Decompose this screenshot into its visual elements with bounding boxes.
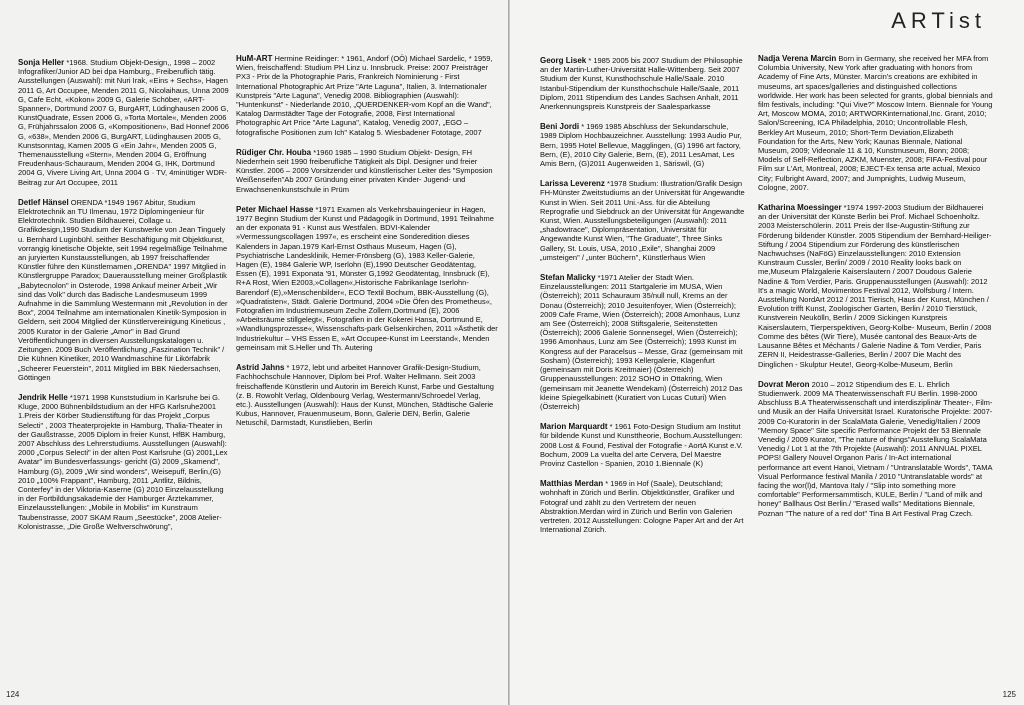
artist-bio: *1971 Examen als Verkehrsbauingenieur in Hagen, 1977 Beginn Studium der Kunst und Pädagogik in Dortmund, 1991 Teilnahme an der exponata 91 - Kunst aus Westfalen. BDVI-Kalender »Vermessungscollagen 1997«, es erscheint eine Sonderedition dieses Kalenders in Japan.1979 Karl-Ernst Osthaus Museum, Hagen (G), Psychiatrische Landesklinik, Hemer-Frönsberg (G), 1983 Keller-Galerie, Hagen (E), 1984 Galerie WP, Iserlohn (E),1990 Deutscher Geodätentag, Essen (E), 1991 Exponata '91, Münster G,1992 Geodätentag, Innsbruck (E), R+A Rost, Wien E2003,»Collagen«,Historische Fabrikanlage Iserlohn-Barendorf (E),»Menschenbilder«, ECO Textil Bochum, BBK-Ausstellung (G), »Quadratisten«, Städt. Galerie Dortmund, 2004 »Die Öfen des Prometheus«, Fotografien im Industriemuseum Zeche Zollern,Dortmund (E), 2006 »Arbeitsräume stillgelegt«, Fotografien in der Kokerei Hansa, Dortmund E, »Wandlungsprozesse«, Wissenschafts-park Gelsenkirchen, 2011 »Ästhetik der Industriekultur – VHS Essen E, »Art Occupee-Kunst im Leerstand«, Menden gemeinsam mit S.Heller und Th. Autering: [236, 204, 498, 352]
right-page: [510, 0, 1024, 705]
section-title: ARTist: [891, 8, 986, 33]
artist-name: Peter Michael Hasse: [236, 204, 314, 214]
artist-name: HuM-ART: [236, 54, 273, 63]
artist-bio: *1960 1985 – 1990 Studium Objekt- Design, FH Niederrhein seit 1990 freiberufliche Tätigkeit als Dipl. Designer und freier Künstler. 2006 – 2009 Vorsitzender und künstlerischer Leiter des "Symposion Weißenseifen"Ab 2007 Gründung einer privaten Kinder- Jugend- und Erwachsenenkunstschule in Prüm: [236, 147, 493, 194]
right-column-1: [540, 56, 747, 686]
artist-name: Matthias Merdan: [540, 479, 604, 489]
artist-bio: Born in Germany, she received her MFA from Columbia University, New York after graduating with honors from Academy of Fine Arts, Münster. Marcin's creations are exhibited in museums, art spaces/galleries and distinguished collections worldwide. Her work has been selected for grants, global biennials and film festivals, including: "Qui Vive?" Moscow Intern. Biennale for Young Art, Moscow MOMA, 2010; ARTWORKinternational,Inc. Grant, 2010; Salon/Screening, ICA Philadelphia, 2010; Uncontrollable Flesh, Berkley Art Museum, 2010; Short-Term Deviation,Elizabeth Foundation for the Arts, New York; Kaunas Biennale, National Museum, 2009; Videonale 11 & 10, Kunstmuseum, Bonn; 2008; Models of Self-Reflection, AZKM, Muenster, 2008; FIFA-Festival pour Film sur L'Art, Montreal, 2008; EJECT-Ex tensa arte actual, Mexico City; Fulbright Award, 2007; and Jumpnights, Ludwig Museum, Cologne, 2007.: [758, 54, 993, 192]
artist-name: Larissa Leverenz: [540, 179, 605, 189]
artist-bio: *1974 1997-2003 Studium der Bildhauerei an der Universität der Künste Berlin bei Prof. Michael Schoenholtz. 2003 Meisterschülerin. 2011 Preis der Ilse-Augustin-Stiftung zur Förderung bildender Künstler. 2005 Stipendium der Bernhard-Heiliger-Stiftung / 2004 Stipendium zur Förderung des künstlerischen Nachwuchses (NaFöG) Einzelausstellungen: 2010 Extension Kunstraum Cussler, Berlin/ 2009 / 2010 Reality looks back on me,Museum Pfalzgalerie Kaiserslautern / 2007 Doudous Galerie Nadine & Tom Verdier, Paris. Gruppenausstellungen (Auswahl): 2012 It's a magic World, Movimentos Festival 2012, Wolfsburg / Intern. Ausstellung NordArt 2012 / 2011 Tierisch, Haus der Kunst, München / Evolution trifft Kunst, Zoologischer Garten, Berlin / 2010 Tierstück, Kunstverein Neukölln, Berlin / 2009 Sickingen Kunstpreis Kaiserslautern, Tierperspektiven, Georg-Kolbe- Museum, Berlin / 2008 Comme des bêtes (Wir Tiere), Musée cantonal des Beaux-Arts de Lausanne Bêtes et Méchants / Galerie Nadine & Tom Verdier, Paris ZERN II, Heidestrasse-Galleries, Berlin / 2007 Die Macht des Dinglichen - Skulptur Heute!, Georg-Kolbe-Museum, Berlin: [758, 203, 992, 369]
artist-name: Marion Marquardt: [540, 422, 608, 432]
artist-bio: Hermine Reidinger: * 1961, Andorf (OÖ) Michael Sardelic, * 1959, Wien, freischaffend: Studium PH Linz u. Innsbruck. Preise: 2007 Preisträger PX3 - Prix de la Photographie Paris, Frankreich Nominierung - First International Photographic Art Prize "Arte Laguna", Italien, 3. Internationaler Kunstpreis "Arte Laguna", Venedig 2008. Bibliographien (Auswahl): "Huntenkunst" - Niederlande 2010, „QUERDENKER-vom Kopf an die Wand", Katalog Darmstädter Tage der Fotografie, 2008, First International Photographic Art Price "Arte Laguna", Katalog, Venedig 2007, „EGO – fotografische Positionen zum Ich" Katalog 5. Wiesbadener Fototage, 2007: [236, 54, 493, 137]
left-column-2: [236, 54, 498, 694]
artist-entry: [236, 148, 498, 194]
artist-entry: [540, 479, 747, 534]
artist-name: Georg Lisek: [540, 56, 587, 65]
artist-entry: [758, 54, 993, 192]
artist-bio: * 1969 1985 Abschluss der Sekundarschule, 1989 Diplom Hochbauzeichner. Ausstellung: 1993 Audio Pur, Bern, 1995 Hotel Bellevue, Magglingen, (G) 1996 art factory, Bern, (E), 2010 City Galerie, Bern, (E), 2011 LesAmat, Les Amis Bern, (G)2011 Augenweiden 1, Säriswil, (G): [540, 122, 742, 169]
artist-entry: [540, 273, 747, 411]
artist-bio: * 1972, lebt und arbeitet Hannover Grafik-Design-Studium, Fachhochschule Hannover, Diplom bei Prof. Walter Hellmann. Seit 2003 freischaffende Künstlerin und Autorin im Bereich Kunst, Farbe und Gestaltung (z. B. Rowohlt Verlag, Oldenbourg Verlag, Westermann/Schroedel Verlag, etc.). Ausstellungen (Auswahl): Haus der Kunst, München, Städtische Galerie Kubus, Hannover, Frauenmuseum, Bonn, Galerie DEN, Berlin, Galerie Netuschil, Darmstadt, Kunstlieben, Berlin: [236, 363, 494, 428]
artist-entry: [540, 179, 747, 262]
artist-bio: *1971 Atelier der Stadt Wien. Einzelausstellungen: 2011 Startgalerie im MUSA, Wien (Österreich); 2011 Schauraum 35/null null, Krems an der Donau (Österreich); 2010 Jesuitenfoyer, Wien (Österreich); 2009 Cafe Frame, Wien (Österreich); 2008 Amonhaus, Lunz am See (Österreich); 2008 Stiftsgalerie, Seitenstetten (Österreich); 2006 Galerie Sonnensegel, Wien (Österreich); 1996 Amonhaus, Lunz am See (Österreich); 1993 Kunst im Kongress auf der Paracelsus – Messe, Graz (gemeinsam mit Sosham) (Österreich); 1993 Kellergalerie, Klagenfurt (gemeinsam mit Doris Kreitmaier) (Österreich) Gruppenausstellungen: 2012 SOHO in Ottakring, Wien (gemeinsam mit Jeanette Wendekam) (Österreich) 2012 Das kleine Spiegelkabinett (Kuratiert von Lucas Cuturi) Wien (Österreich): [540, 273, 743, 411]
artist-entry: [236, 54, 498, 137]
artist-bio: ORENDA *1949 1967 Abitur, Studium Elektrotechnik an TU Ilmenau, 1972 Diplomingenieur für Elektrotechnik. Studien Bildhauerei, Collage u. Grafikdesign,1990 Studium der Kunstwerke von Jean Tinguely u. Bernhard Luginbühl. seither Beschäftigung mit Objektkunst, vorrangig kinetische Objekte, seit 1994 regelmäßige Teilnahme an juryierten Kunstausstellungen, ab 1997 freischaffender Künstler führe den Künstlernamen „ORENDA" 1997 Mitglied in Künstlergruppe Paradox; Dauerausstellung meiner Großplastik „Babytecnolon" in Osterode, 1998 Ankauf meiner Arbeit „Wir sind das Volk" durch das Badische Landesmuseum 1999 Aufnahme in die Sammlung Westermann mit „Revolution in der Box", 2004 Teilnahme am internationalen Kinetik-Symposion in Geldern, seit 2004 Mitglied der Künstlervereinigung Kineticus , 2005 Kurator in der Galerie „Amor" in Bad Grund Veröffentlichungen in diversen Ausstellungskatalogen u. Zeitungen. 2009 Buch Veröffentlichung „Faszination Technik" / Die Kühnen Kinetiker, 2010 Wandmaschine für Likörfabrik „Scheerer Feuerstein", 2011 Mitglied im BBK Niedersachsen, Göttingen: [18, 197, 228, 382]
artist-entry: [540, 122, 747, 168]
left-column-1: [18, 58, 230, 688]
artist-name: Detlef Hänsel: [18, 197, 69, 207]
artist-name: Jendrik Helle: [18, 392, 68, 402]
artist-name: Katharina Moessinger: [758, 203, 842, 213]
artist-entry: [18, 198, 230, 382]
artist-entry: [758, 203, 993, 369]
page-number-right: 125: [1002, 690, 1016, 699]
page-number-left: 124: [6, 690, 20, 699]
artist-entry: [18, 58, 230, 187]
right-column-2: [758, 54, 993, 694]
artist-entry: [540, 422, 747, 468]
artist-bio: *1971 1998 Kunststudium in Karlsruhe bei G. Kluge, 2000 Bühnenbildstudium an der HFG Karlsruhe2001 1.Preis der Körber Studienstiftung für das Projekt „Corpus Selecti" , 2003 Theaterprojekte in Hamburg, Thalia-Theater in der Gaußstrasse, 2005 Diplom in freier Kunst, HfBK Hamburg, 2007 Abschluss des Lehrerstudiums. Ausstellungen (Auswahl): 2000 „Corpus Selecti" in der alten Post Karlsruhe (G) 2001„Lex Avatar" im Bundesverfassungs- gericht (G) 2009 „Skamend", Hamburg (G), 2009 „Wir sind wonders", Weisepuff, Berlin,(G) 2010 „100% Frappant", Hamburg, 2011 „Antlitz, Bildnis, Conterfey" in der Viktoria-Kaserne (G) 2010 Einzelausstellung in der Fortbildungsakademie der Hamburger Ärztekammer, Einzelausstellungen: „Mobile in Mobilis" im Kunstraum Taubenstrasse, 2007 SKAM Raum „Seestücke", 2008 Atelier-Kolonistrasse, „Die Große Weltverschwörung",: [18, 392, 228, 531]
artist-name: Dovrat Meron: [758, 379, 810, 389]
artist-bio: * 1969 in Hof (Saale), Deutschland; wohnhaft in Zürich und Berlin. Objektkünstler, Grafiker und Fotograf und zählt zu den Vertretern der neuen Abstraktion.Merdan wird in Zürich und Berlin von Galerien vertreten. 2012 Ausstellungen: Cologne Paper Art and der Art International Zürich.: [540, 479, 744, 535]
artist-entry: [540, 56, 747, 111]
artist-entry: [236, 363, 498, 427]
artist-name: Beni Jordi: [540, 122, 580, 132]
artist-name: Stefan Malicky: [540, 273, 596, 283]
artist-bio: * 1961 Foto-Design Studium am Institut für bildende Kunst und Kunsttheorie, Bochum.Ausstellungen: 2008 Lost & Found, Festival der Fotografie - AortA Kunst e.V. Bochum, 2009 La vuelta del arte Cervera, Del Maestre Provinz Castellon - Spanien, 2010 1.Biennale (K): [540, 422, 743, 468]
artist-bio: *1968. Studium Objekt-Design,, 1998 – 2002 Infografiker/Junior AD bei dpa Hamburg., Freiberuflich tätig. Ausstellungen (Auswahl): mit Nuri Irak, «Eins + Sechs», Hagen 2011 G, Art Occupee, Menden 2011 G, Nicolaihaus, Unna 2009 G, Cafe Echt, «Kokon» 2009 G, Galerie Schöber, «ART-Spanner», Dortmund 2007 G, BurgART, Lüdinghausen 2006 G, KunstQuadrate, Essen 2006 G, »Torta Mortale«, Menden 2006 G, Frühjahrssalon 2006 G, «Kompositionen», Bad Honnef 2006 G, «638», Menden 2006 G, BurgART, Lüdinghausen 2005 G, Kunstsonntag, Kamen 2005 G «Ein Jahr«, Menden 2005 G, Themenausstellung «Stern», Menden 2004 G, Eröffnung Freudenhaus-Schauraum, Menden 2004 G, IHK, Dortmund 2004 G, Vivere Living Art, Unna 2004 G · TV, 4minütiger WDR-Beitrag zur Art Occupee, 2011: [18, 58, 229, 187]
artist-bio: *1978 Studium: Illustration/Grafik Design FH-Münster Zweitstudiums an der Universität für Angewandte Kunst in Wien. Seit 2011 Uni.-Ass. für die Abteilung Reprografie und Siebdruck an der Universität für Angewandte Kunst, Wien. Ausstellungsbeteiligungen (Auswahl): 2011 „shadowtrace", Diplompräsentation, Universität für Angewandte Kunst Wien, "The Graduate", Three Sinks Gallery, St. Louis, USA, 2010 „Exile", Shanghai 2009 „umsteigen" / „unter Büchern", Künstlerhaus Wien: [540, 179, 745, 262]
artist-bio: * 1985 2005 bis 2007 Studium der Philosophie an der Martin-Luther-Universität Halle-Wittenberg. Seit 2007 Studium der Kunst, Kunsthochschule Halle/Saale. 2010 Istanbul-Stipendium der Kunsthochschule Halle/Saale, 2011 Diplom, 2011 Stipendium des Landes Sachsen Anhalt, 2011 Anerkennungspreis Kunstpreis der Saalesparkasse: [540, 56, 743, 112]
artist-entry: [758, 380, 993, 518]
artist-name: Nadja Verena Marcin: [758, 54, 837, 63]
left-page: [0, 0, 508, 705]
artist-name: Rüdiger Chr. Houba: [236, 147, 312, 157]
artist-bio: 2010 – 2012 Stipendium des E. L. Ehrlich Studienwerk. 2009 MA Theaterwissenschaft FU Berlin. 1998-2000 Abschluss B.A Theaterwissenschaft und interdisziplinär Theater-, Film-und Musik an der Haifa Universität Israel. Kuratorische Projekte: 2007-2009 Co-Kuratorin in der ScalaMata Galerie, Venedig/Italien / 2009 "Memory Space" Site specific Performance Projekt der 53 Biennale Venedig / 2009 Kurator, "The nature of things"Ausstellung ScalaMata Venedig / Lot 1 at the 7th Projekte (Auswahl): 2011 ANNUAL PIXEL POPS! Gallery Nouvel Organon Paris / In-Act international performance art event Hanoi, Vietnam / "Untranslatable Words", TAMA Visual Performance festival Manila / 2010 "Untranslatable words" at facing the wor(l)d, Mantova Italy / "Slip into something more comfortable" Performersammtisch, KULE, Berlin / "Land of milk and honey" Ballhaus Ost Berlin./ "Erased walls" Meditations Biennale, Poznan "The nature of a red dot" Tina B Art Festival Prag Czech.: [758, 379, 993, 518]
artist-name: Sonja Heller: [18, 58, 65, 67]
artist-name: Astrid Jahns: [236, 363, 285, 373]
artist-entry: [236, 205, 498, 352]
artist-entry: [18, 393, 230, 531]
